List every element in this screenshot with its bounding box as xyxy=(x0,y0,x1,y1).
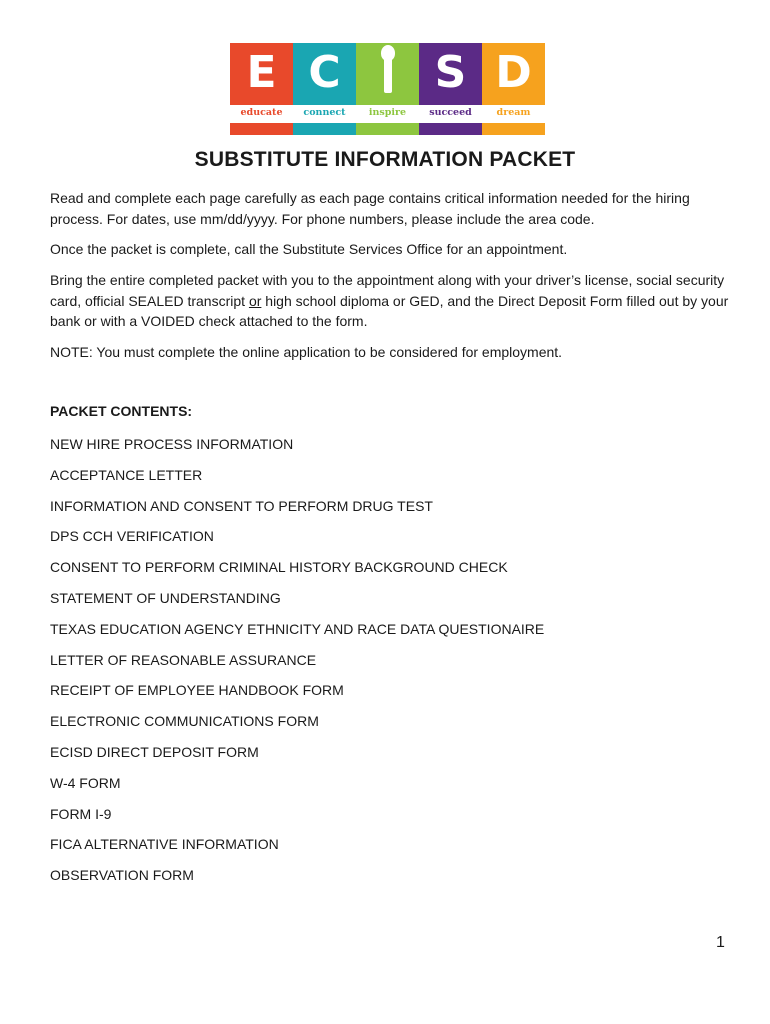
list-item: FORM I-9 xyxy=(50,805,112,822)
list-item: RECEIPT OF EMPLOYEE HANDBOOK FORM xyxy=(50,682,344,699)
logo-word: connect xyxy=(303,107,346,118)
page-number: 1 xyxy=(716,934,725,951)
list-item: CONSENT TO PERFORM CRIMINAL HISTORY BACKGROUND CHECK xyxy=(50,559,508,576)
p3-text-after: high school diploma or GED, and the Direct Deposit Form filled out by your bank or with a VOIDED check attached to the form. xyxy=(50,292,729,329)
list-item: TEXAS EDUCATION AGENCY ETHNICITY AND RACE DATA QUESTIONAIRE xyxy=(50,620,545,637)
logo-bar xyxy=(293,123,356,135)
list-item: STATEMENT OF UNDERSTANDING xyxy=(50,589,281,606)
list-item: DPS CCH VERIFICATION xyxy=(50,528,214,545)
logo-word: succeed xyxy=(429,107,472,118)
logo-block-c xyxy=(293,43,356,105)
list-item: INFORMATION AND CONSENT TO PERFORM DRUG TEST xyxy=(50,497,433,514)
list-item: W-4 FORM xyxy=(50,774,121,791)
logo-block-i xyxy=(356,43,419,105)
list-item: ELECTRONIC COMMUNICATIONS FORM xyxy=(50,713,319,730)
list-item: FICA ALTERNATIVE INFORMATION xyxy=(50,836,279,853)
logo-letter: E xyxy=(246,47,277,98)
ecisd-logo xyxy=(230,43,546,135)
list-item: ACCEPTANCE LETTER xyxy=(50,466,203,483)
list-item: NEW HIRE PROCESS INFORMATION xyxy=(50,436,294,452)
list-item: ECISD DIRECT DEPOSIT FORM xyxy=(50,743,259,760)
logo-bar xyxy=(482,123,545,135)
logo-word: inspire xyxy=(368,107,407,118)
logo-letter: D xyxy=(495,47,532,98)
logo-word: dream xyxy=(496,107,531,118)
logo-word: educate xyxy=(240,107,283,118)
logo-letter: C xyxy=(308,47,341,98)
intro-paragraph-3 xyxy=(50,270,730,332)
packet-contents-heading: PACKET CONTENTS: xyxy=(50,403,193,419)
logo-bar xyxy=(356,123,419,135)
p3-underlined-word: or xyxy=(248,292,262,309)
logo-letter: S xyxy=(434,47,467,98)
intro-paragraph-1: Read and complete each page carefully as each page contains critical information needed for the hiring process. For dates, use mm/dd/yyyy. For phone numbers, please include the area code. xyxy=(50,190,690,227)
packet-contents-list xyxy=(50,434,544,896)
list-item: LETTER OF REASONABLE ASSURANCE xyxy=(50,651,317,668)
logo-bar xyxy=(419,123,482,135)
logo-block-d xyxy=(482,43,545,105)
torch-icon xyxy=(384,51,392,93)
logo-block-s xyxy=(419,43,482,105)
intro-paragraph-2: Once the packet is complete, call the Substitute Services Office for an appointment. xyxy=(50,241,568,257)
logo-block-e xyxy=(230,43,293,105)
p3-text-before: Bring the entire completed packet with you to the appointment along with your driver’s license, social security card, official SEALED transcript xyxy=(50,272,725,309)
list-item: OBSERVATION FORM xyxy=(50,867,194,884)
intro-paragraph-4: NOTE: You must complete the online application to be considered for employment. xyxy=(50,344,563,360)
logo-bar xyxy=(230,123,293,135)
page-title: SUBSTITUTE INFORMATION PACKET xyxy=(194,148,576,171)
